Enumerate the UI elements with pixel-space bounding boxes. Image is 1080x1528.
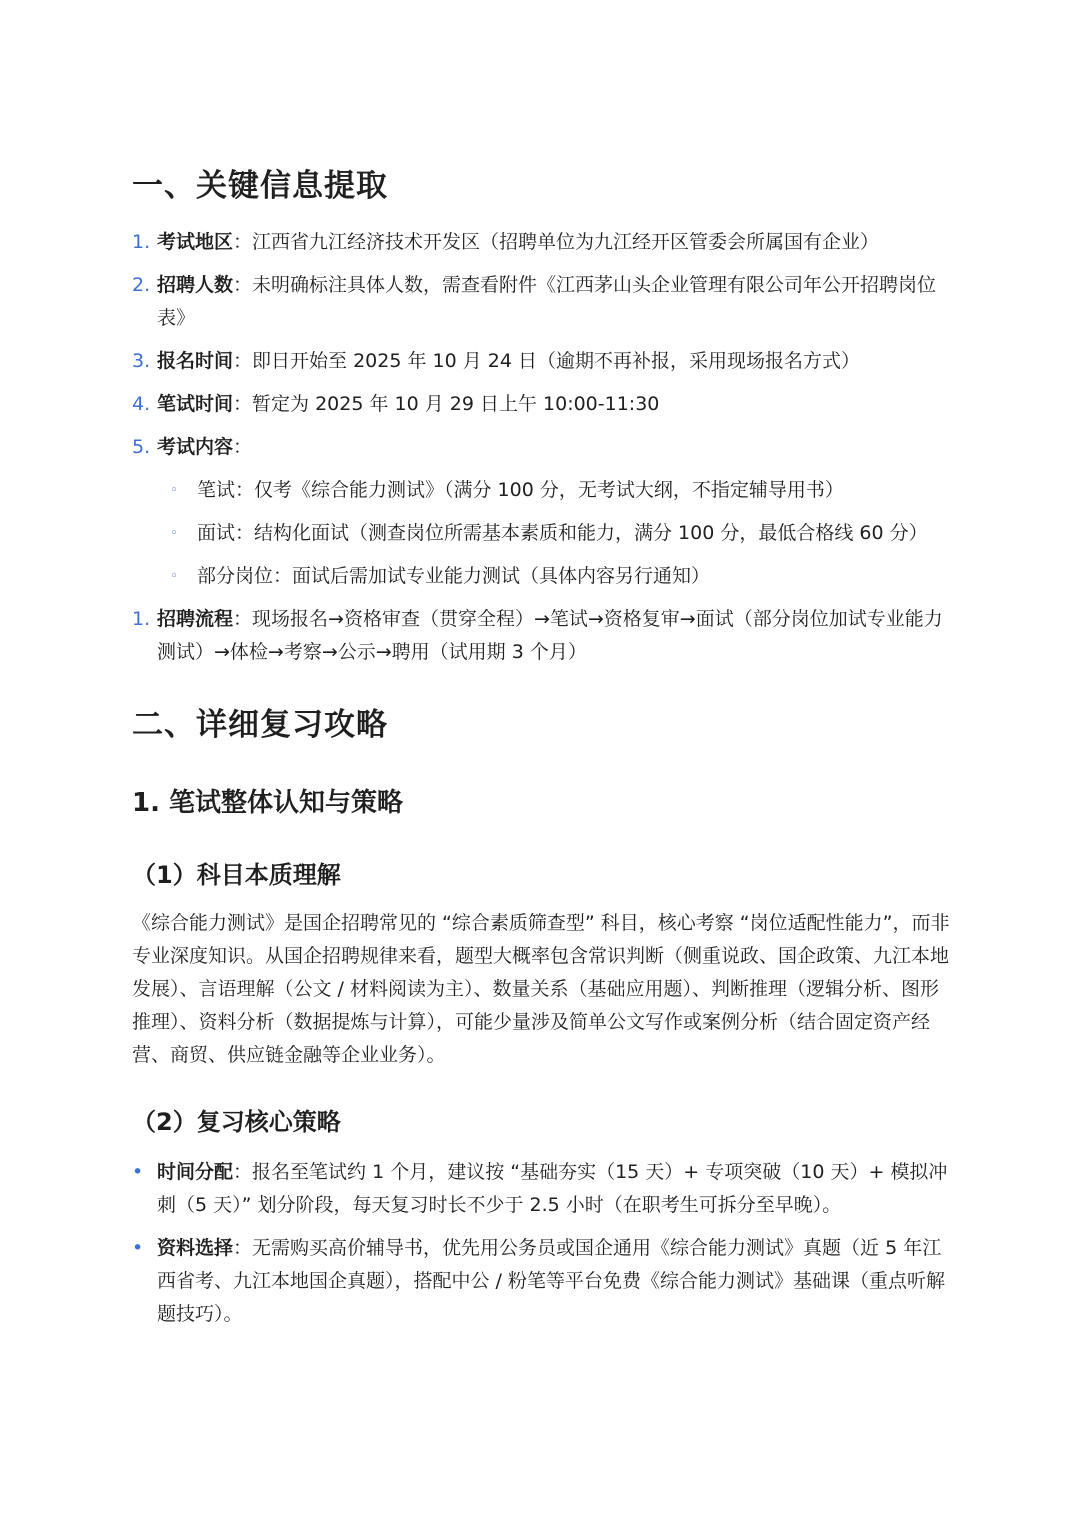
item-text: 现场报名→资格审查（贯穿全程）→笔试→资格复审→面试（部分岗位加试专业能力测试）→体检→考察→公示→聘用（试用期 3 个月） [157, 608, 943, 663]
bullet-text: 报名至笔试约 1 个月，建议按 “基础夯实（15 天）+ 专项突破（10 天）+ 模拟冲刺（5 天）” 划分阶段，每天复习时长不少于 2.5 小时（在职考生可拆分至早晚）。 [157, 1161, 948, 1216]
item-separator: ： [233, 274, 253, 296]
bullet-separator: ： [233, 1161, 253, 1183]
list-item-registration-time [132, 345, 952, 378]
item-separator: ： [233, 436, 253, 458]
sub-item-text: 笔试：仅考《综合能力测试》（满分 100 分，无考试大纲，不指定辅导用书） [197, 479, 844, 501]
document-page [132, 160, 952, 1331]
item-separator: ： [233, 393, 253, 415]
section-title-review-strategy: 二、详细复习攻略 [132, 707, 388, 743]
list-number: 5. [132, 436, 151, 458]
sub-item-written-exam [132, 474, 952, 507]
paragraph-subject-essence: 《综合能力测试》是国企招聘常见的 “综合素质筛查型” 科目，核心考察 “岗位适配性能力”，而非专业深度知识。从国企招聘规律来看，题型大概率包含常识判断（侧重说政、国企政策、九江本地发展）、言语理解（公文 / 材料阅读为主）、数量关系（基础应用题）、判断推理（逻辑分析、图形推理）、资料分析（数据提炼与计算），可能少量涉及简单公文写作或案例分析（结合固定资产经营、商贸、供应链金融等企业业务）。 [132, 912, 950, 1066]
sub-item-text: 面试：结构化面试（测查岗位所需基本素质和能力，满分 100 分，最低合格线 60 分） [197, 522, 928, 544]
item-label: 考试地区 [157, 231, 234, 253]
item-text: 暂定为 2025 年 10 月 29 日上午 10:00-11:30 [252, 393, 660, 415]
sub-item-some-positions [132, 560, 952, 593]
bullet-separator: ： [233, 1237, 253, 1259]
item-label: 报名时间 [157, 350, 234, 372]
bullet-text: 无需购买高价辅导书，优先用公务员或国企通用《综合能力测试》真题（近 5 年江西省考、九江本地国企真题），搭配中公 / 粉笔等平台免费《综合能力测试》基础课（重点听解题技巧）。 [157, 1237, 945, 1325]
bullet-label: 时间分配 [157, 1161, 234, 1183]
list-number: 1. [132, 231, 151, 253]
circle-bullet-icon: ◦ [170, 483, 178, 498]
item-label: 招聘人数 [157, 274, 234, 296]
item-text: 江西省九江经济技术开发区（招聘单位为九江经开区管委会所属国有企业） [252, 231, 880, 253]
circle-bullet-icon: ◦ [170, 569, 178, 584]
item-separator: ： [233, 608, 253, 630]
list-number: 3. [132, 350, 151, 372]
list-item-exam-content [132, 431, 952, 464]
sub-item-interview [132, 517, 952, 550]
list-item-written-exam-time [132, 388, 952, 421]
circle-bullet-icon: ◦ [170, 526, 178, 541]
item-label: 笔试时间 [157, 393, 234, 415]
bullet-icon: • [132, 1161, 144, 1183]
item-separator: ： [233, 350, 253, 372]
section-title-key-info: 一、关键信息提取 [132, 168, 388, 204]
item-label: 招聘流程 [157, 608, 234, 630]
list-item-recruit-count [132, 269, 952, 335]
subsection-title-written-exam: 1. 笔试整体认知与策略 [132, 788, 404, 818]
item-text: 即日开始至 2025 年 10 月 24 日（逾期不再补报，采用现场报名方式） [252, 350, 860, 372]
part-title-core-strategy: （2）复习核心策略 [132, 1108, 341, 1136]
bullet-material-selection [132, 1232, 952, 1331]
list-item-exam-region [132, 226, 952, 259]
list-number: 1. [132, 608, 151, 630]
list-number: 2. [132, 274, 151, 296]
bullet-icon: • [132, 1237, 144, 1259]
list-item-recruit-process [132, 603, 952, 669]
part-title-subject-essence: （1）科目本质理解 [132, 861, 341, 889]
list-number: 4. [132, 393, 151, 415]
item-label: 考试内容 [157, 436, 234, 458]
bullet-label: 资料选择 [157, 1237, 234, 1259]
sub-item-text: 部分岗位：面试后需加试专业能力测试（具体内容另行通知） [197, 565, 711, 587]
bullet-time-allocation [132, 1156, 952, 1222]
item-text: 未明确标注具体人数，需查看附件《江西茅山头企业管理有限公司年公开招聘岗位表》 [157, 274, 937, 329]
item-separator: ： [233, 231, 253, 253]
